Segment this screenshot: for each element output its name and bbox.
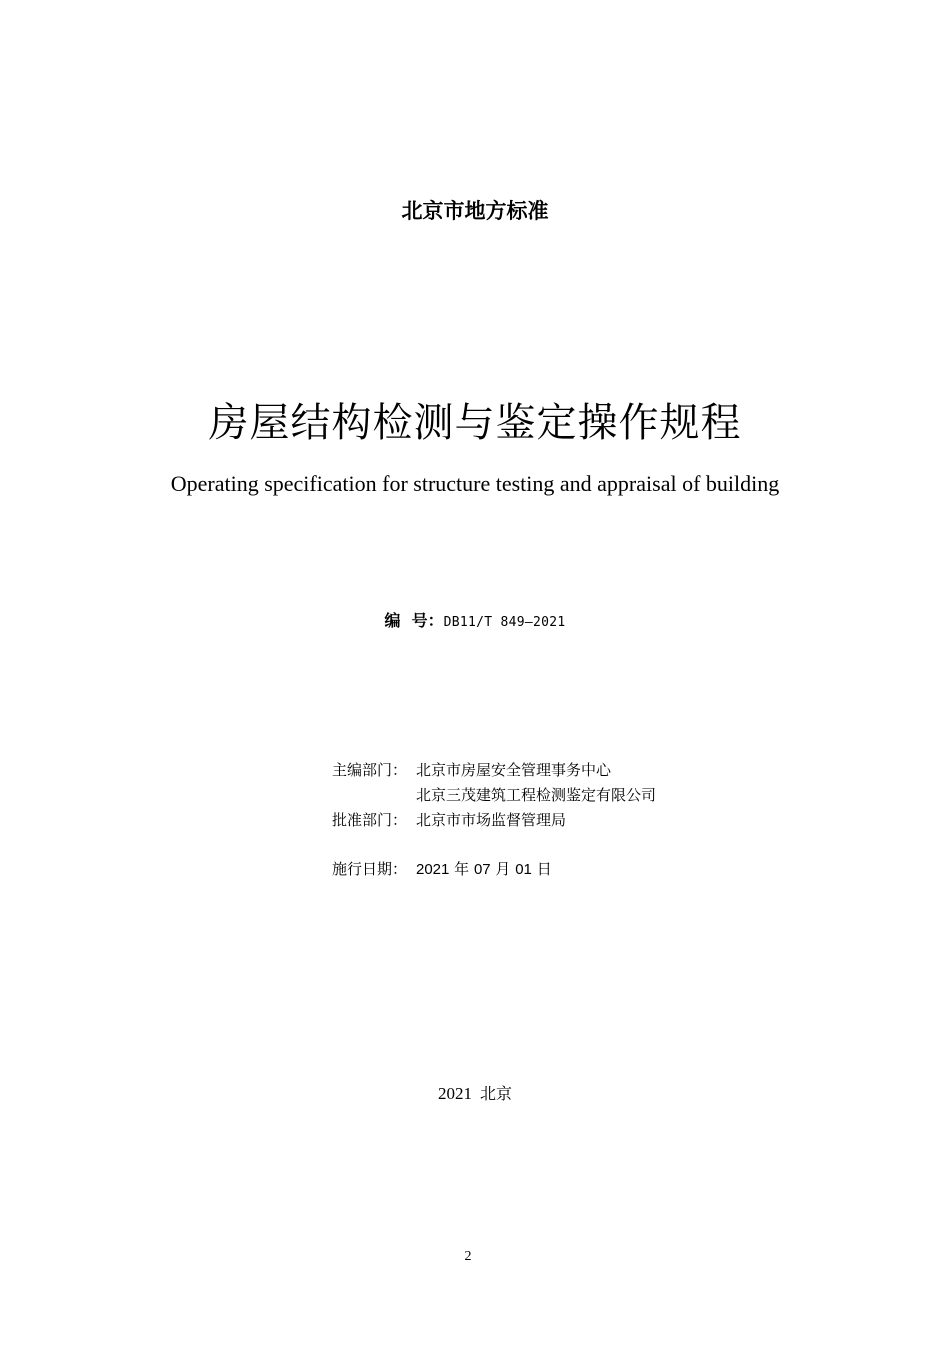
approver-label: 批准部门： bbox=[332, 811, 408, 829]
editor-label: 主编部门： bbox=[332, 761, 408, 779]
approver-value: 北京市市场监督管理局 bbox=[416, 811, 567, 829]
standard-code-value: DB11/T 849—2021 bbox=[443, 615, 566, 630]
page-number: 2 bbox=[464, 1249, 472, 1264]
effective-date-year-unit: 年 bbox=[454, 860, 470, 878]
effective-date-month-unit: 月 bbox=[495, 860, 511, 878]
standard-code-line bbox=[0, 610, 950, 634]
publication-year: 2021 bbox=[437, 1084, 472, 1103]
effective-date-label: 施行日期： bbox=[332, 860, 408, 878]
publication-line bbox=[0, 1082, 950, 1107]
effective-date-day: 01 bbox=[515, 861, 532, 878]
effective-date-day-unit: 日 bbox=[536, 860, 552, 878]
document-title: 房屋结构检测与鉴定操作规程 bbox=[208, 400, 742, 446]
series-title: 北京市地方标准 bbox=[401, 199, 549, 223]
publication-city: 北京 bbox=[479, 1084, 512, 1103]
editor-secondary: 北京三茂建筑工程检测鉴定有限公司 bbox=[416, 786, 657, 804]
effective-date-month: 07 bbox=[473, 861, 491, 878]
editor-primary: 北京市房屋安全管理事务中心 bbox=[416, 761, 612, 779]
effective-date-year: 2021 bbox=[416, 861, 450, 878]
document-title-english: Operating specification for structure testing and appraisal of building bbox=[170, 471, 780, 496]
standard-code-label: 编 号： bbox=[384, 611, 444, 630]
effective-date bbox=[416, 858, 552, 881]
